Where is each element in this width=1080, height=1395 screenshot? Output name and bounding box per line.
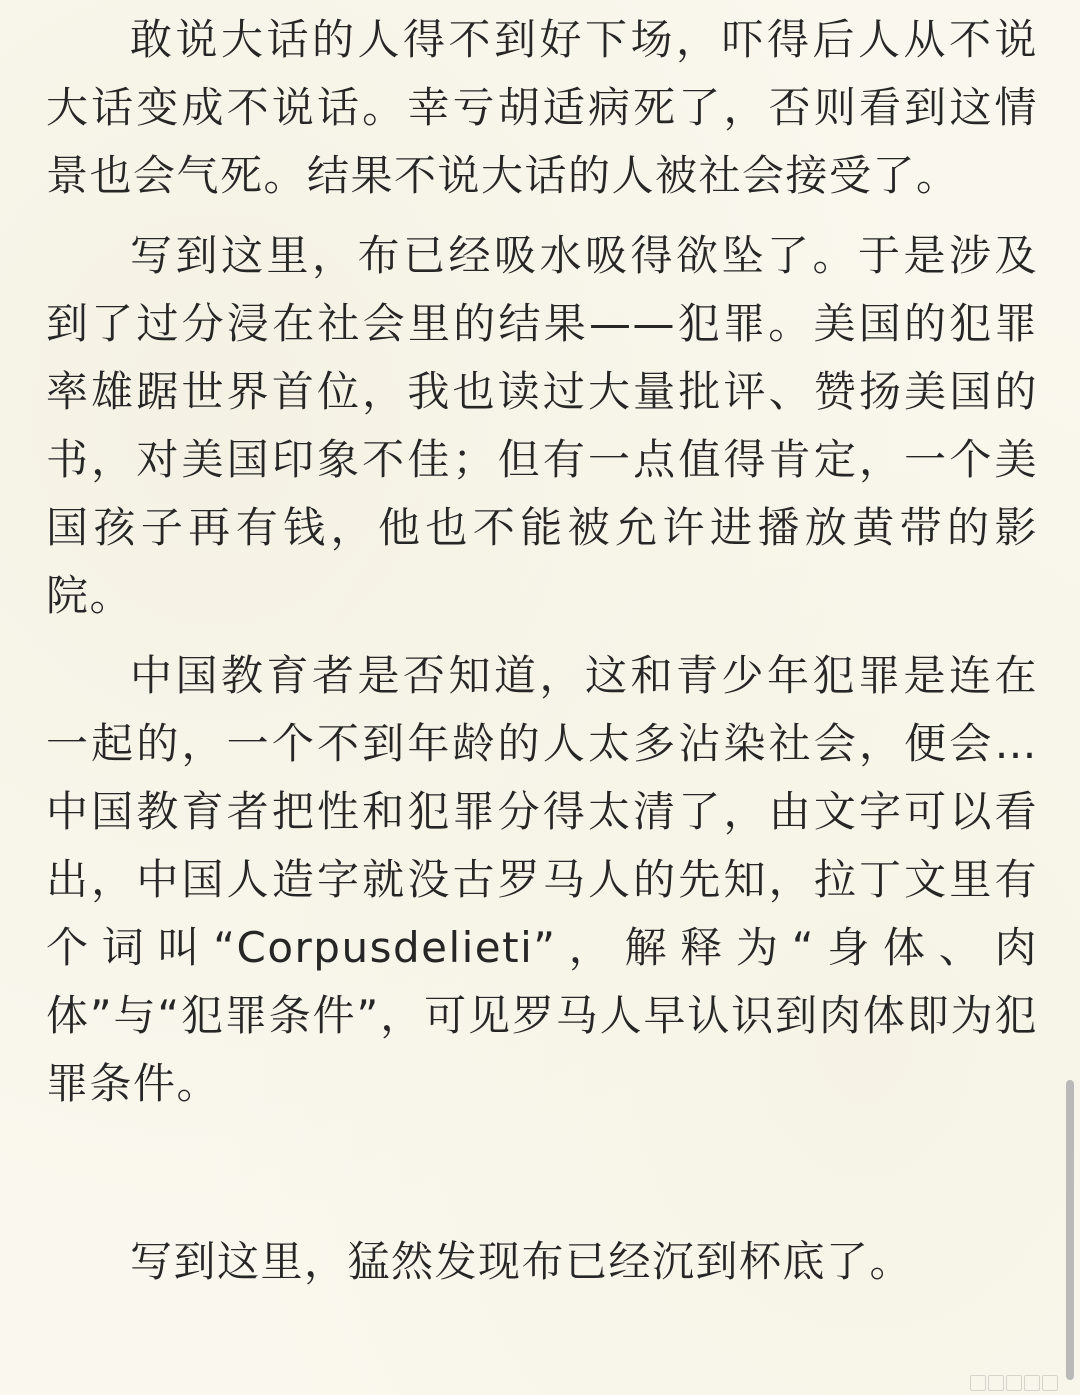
paragraph-4: 写到这里，猛然发现布已经沉到杯底了。 (130, 1237, 914, 1286)
vertical-scrollbar[interactable] (1066, 1080, 1074, 1380)
watermark-icon (970, 1369, 1080, 1395)
text-column (46, 6, 1038, 1296)
paragraph-2: 写到这里，布已经吸水吸得欲坠了。于是涉及到了过分浸在社会里的结果——犯罪。美国的犯罪率雄踞世界首位，我也读过大量批评、赞扬美国的书，对美国印象不佳；但有一点值得肯定，一个美国孩子再有钱，他也不能被允许进播放黄带的影院。 (46, 231, 1038, 620)
paragraph-1: 敢说大话的人得不到好下场，吓得后人从不说大话变成不说话。幸亏胡适病死了，否则看到这情景也会气死。结果不说大话的人被社会接受了。 (46, 15, 1038, 200)
paragraph-3: 中国教育者是否知道，这和青少年犯罪是连在一起的，一个不到年龄的人太多沾染社会，便会…中国教育者把性和犯罪分得太清了，由文字可以看出，中国人造字就没古罗马人的先知，拉丁文里有个词叫“Corpusdelieti”，解释为“身体、肉体”与“犯罪条件”，可见罗马人早认识到肉体即为犯罪条件。 (46, 651, 1038, 1108)
